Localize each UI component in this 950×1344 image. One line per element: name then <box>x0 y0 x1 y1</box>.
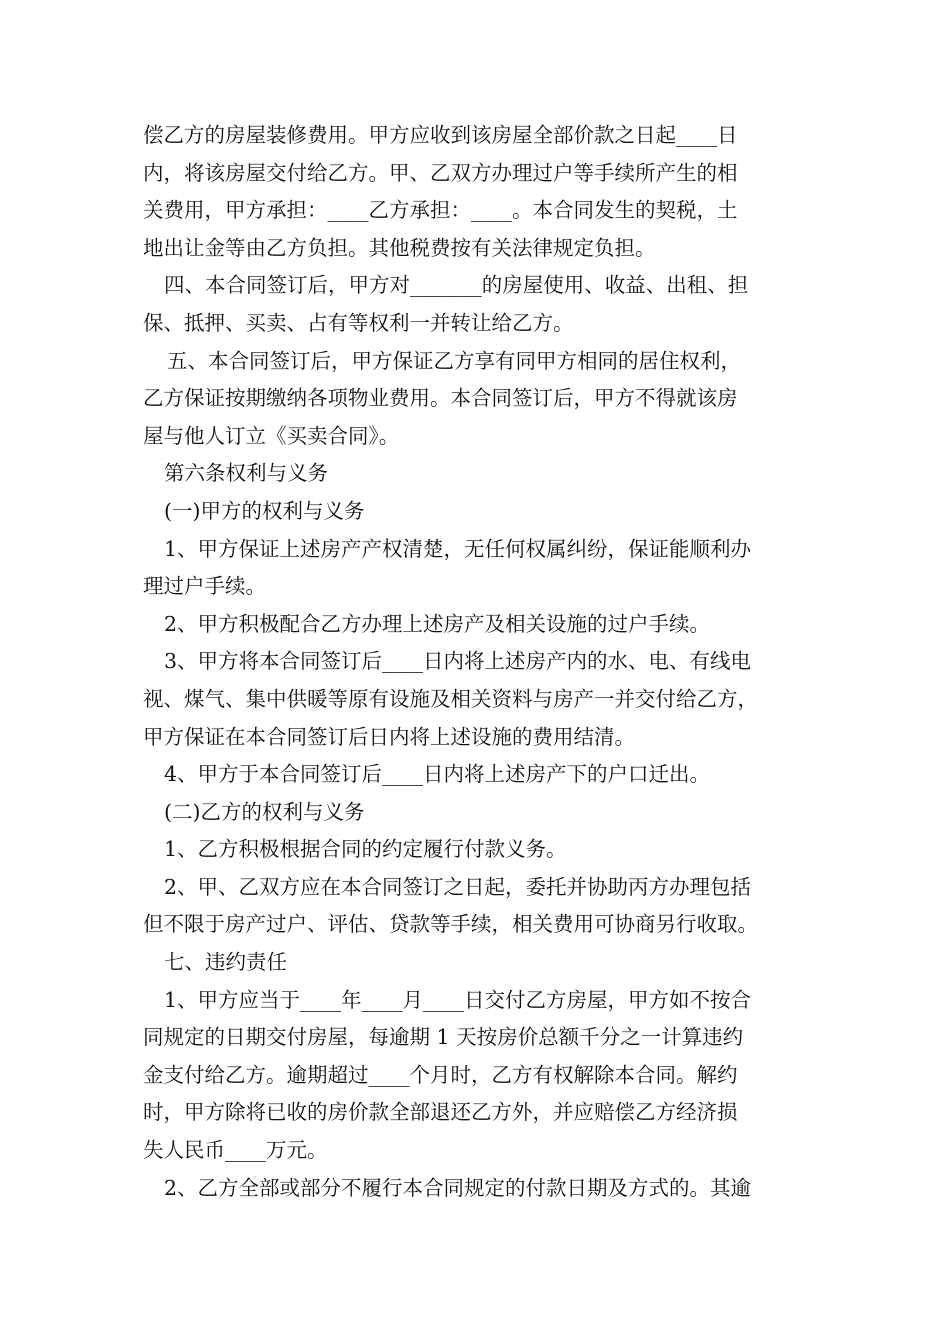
party-a-item-1: 1、甲方保证上述房产产权清楚，无任何权属纠纷，保证能顺利办 <box>164 536 752 561</box>
text-line: 同规定的日期交付房屋，每逾期 1 天按房价总额千分之一计算违约 <box>143 1025 744 1050</box>
party-b-item-2: 2、甲、乙双方应在本合同签订之日起，委托并协助丙方办理包括 <box>164 874 752 899</box>
text-line: 视、煤气、集中供暖等原有设施及相关资料与房产一并交付给乙方， <box>143 686 758 711</box>
text-line: 但不限于房产过户、评估、贷款等手续，相关费用可协商另行收取。 <box>143 912 758 937</box>
breach-item-2: 2、乙方全部或部分不履行本合同规定的付款日期及方式的。其逾 <box>164 1175 752 1200</box>
party-a-item-4: 4、甲方于本合同签订后____日内将上述房产下的户口迁出。 <box>164 762 711 787</box>
article-seven-heading: 七、违约责任 <box>164 950 287 975</box>
text-line: 理过户手续。 <box>143 574 266 599</box>
text-line: 关费用，甲方承担：____乙方承担：____。本合同发生的契税，土 <box>143 198 738 223</box>
text-line: 甲方保证在本合同签订后日内将上述设施的费用结清。 <box>143 724 635 749</box>
text-line: 屋与他人订立《买卖合同》。 <box>143 423 400 448</box>
text-line: 金支付给乙方。逾期超过____个月时，乙方有权解除本合同。解约 <box>143 1062 738 1087</box>
text-line: 保、抵押、买卖、占有等权利一并转让给乙方。 <box>143 310 574 335</box>
section-party-a-heading: (一)甲方的权利与义务 <box>164 498 365 523</box>
contract-text <box>143 117 813 1207</box>
text-line: 偿乙方的房屋装修费用。甲方应收到该房屋全部价款之日起____日 <box>143 123 738 147</box>
party-a-item-3: 3、甲方将本合同签订后____日内将上述房产内的水、电、有线电 <box>164 649 752 674</box>
clause-five: 五、本合同签订后，甲方保证乙方享有同甲方相同的居住权利， <box>167 348 741 373</box>
clause-four: 四、本合同签订后，甲方对_______的房屋使用、收益、出租、担 <box>164 273 749 298</box>
text-line: 失人民币____万元。 <box>143 1138 328 1163</box>
text-line: 乙方保证按期缴纳各项物业费用。本合同签订后，甲方不得就该房 <box>143 386 738 411</box>
text-line: 时，甲方除将已收的房价款全部退还乙方外，并应赔偿乙方经济损 <box>143 1100 738 1125</box>
text-line: 地出让金等由乙方负担。其他税费按有关法律规定负担。 <box>143 235 656 260</box>
party-b-item-1: 1、乙方积极根据合同的约定履行付款义务。 <box>164 837 567 862</box>
text-line: 内，将该房屋交付给乙方。甲、乙双方办理过户等手续所产生的相 <box>143 160 738 185</box>
party-a-item-2: 2、甲方积极配合乙方办理上述房产及相关设施的过户手续。 <box>164 611 711 636</box>
section-party-b-heading: (二)乙方的权利与义务 <box>164 799 365 824</box>
breach-item-1: 1、甲方应当于____年____月____日交付乙方房屋，甲方如不按合 <box>164 987 752 1012</box>
article-six-heading: 第六条权利与义务 <box>164 461 328 486</box>
